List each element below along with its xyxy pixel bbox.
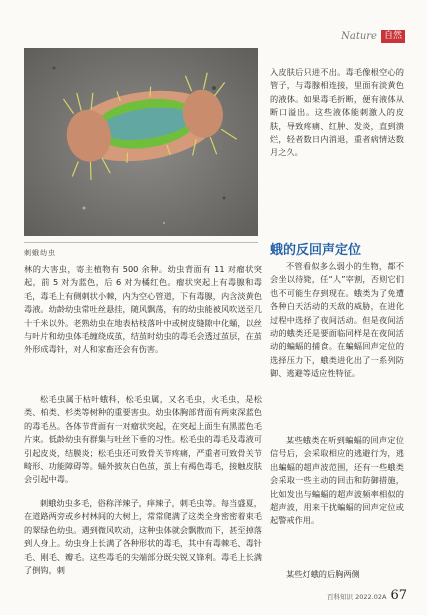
right-paragraph-2: 某些蛾类在听到蝙蝠的回声定位信号后，会采取相应的逃避行为，逃出蝙蝠的超声波范围，还有一些蛾类会采取一些主动的回击和防御措施，比如发出与蝙蝠的超声波频率相似的超声波，用来干扰蝙蝠的回声定位或起警戒作用。 (270, 435, 404, 526)
page-number: 67 (390, 588, 407, 603)
left-paragraph-2: 松毛虫属于枯叶蛾科，松毛虫属，又名毛虫，火毛虫，是松类、柏类、杉类等树种的重要害虫。幼虫体胸部背面有两束深蓝色的毒毛丛。各体节背面有一对瘤状突起，在突起上面生有黑蓝色毛片束。低龄幼虫有群集与吐丝下垂的习性。松毛虫的毒毛及毒液可引起皮炎，结膜炎；松毛虫还可致骨关节疼痛，严重者可致骨关节畸形、功能障碍等。蛹外披灰白色茧，茧上有褐色毒毛，接触皮肤会引起中毒。 (24, 394, 262, 485)
caption-divider (24, 242, 258, 243)
left-paragraph-3: 刺蛾幼虫多毛，俗称洋辣子，痒辣子，刺毛虫等。每当盛夏，在道路两旁或乡村林间的大树上，常常爬满了这类全身密密着束毛的翠绿色幼虫。遇到微风吹动，这种虫体就会飘散而下，甚至掉落到人身上。幼虫身上长满了各种形状的毒毛，其中有毒棘毛、毒针毛、刚毛、瓣毛。这些毒毛的尖端部分既尖锐又锋利。毒毛上长满了倒钩，刺 (24, 498, 262, 576)
section-subhead: 蛾的反回声定位 (270, 243, 362, 258)
right-paragraph-1: 不管看似多么弱小的生物，都不会坐以待毙，任“人”宰割，否则它们也不可能生存到现在。蛾类为了免遭各种白天活动的天敌的威胁，在进化过程中选择了夜间活动。但是夜间活动的蛾类还是要面临同样是在夜间活动的蝙蝠的捕食。在蝙蝠回声定位的选择压力下，蛾类进化出了一系列防御、逃避等适应性特征。 (270, 261, 404, 379)
right-paragraph-top: 入皮肤后只进不出。毒毛像根空心的管子，与毒腺相连接，里面有淡黄色的液体。如果毒毛折断，便有液体从断口溢出。这些液体能刺激人的皮肤，导致疼痛、红肿、发炎，直到溃烂，轻者数日内消退，重者病情达数月之久。 (270, 67, 404, 158)
page-footer (327, 588, 407, 603)
left-paragraph-1: 林的大害虫，寄主植物有 500 余种。幼虫背面有 11 对瘤状突起，前 5 对为蓝色，后 6 对为橘红色。瘤状突起上有毒腺和毒毛，毒毛上有侧刺状小棘，内为空心管道，下有毒腺，内含淡黄色毒液。幼龄幼虫常吐丝悬挂，随风飘荡，有的幼虫能被风吹送至几十千米以外。老熟幼虫在地表枯枝落叶中或树皮缝隙中化蛹，以丝与叶片和幼虫体毛缠绕成茧，结茧时幼虫的毒毛会透过茧层，在茧外形成毒针，对人和家畜还会有伤害。 (24, 264, 262, 355)
magazine-issue: 百科知识 2022.02A (327, 593, 387, 601)
section-header (341, 30, 405, 43)
section-title-cn: 自然 (381, 30, 405, 43)
photo-caption: 刺蛾幼虫 (24, 249, 56, 257)
caterpillar-photo (24, 48, 258, 236)
right-paragraph-3: 某些灯蛾的后胸两侧 (286, 569, 360, 579)
section-title-en: Nature (341, 31, 377, 42)
